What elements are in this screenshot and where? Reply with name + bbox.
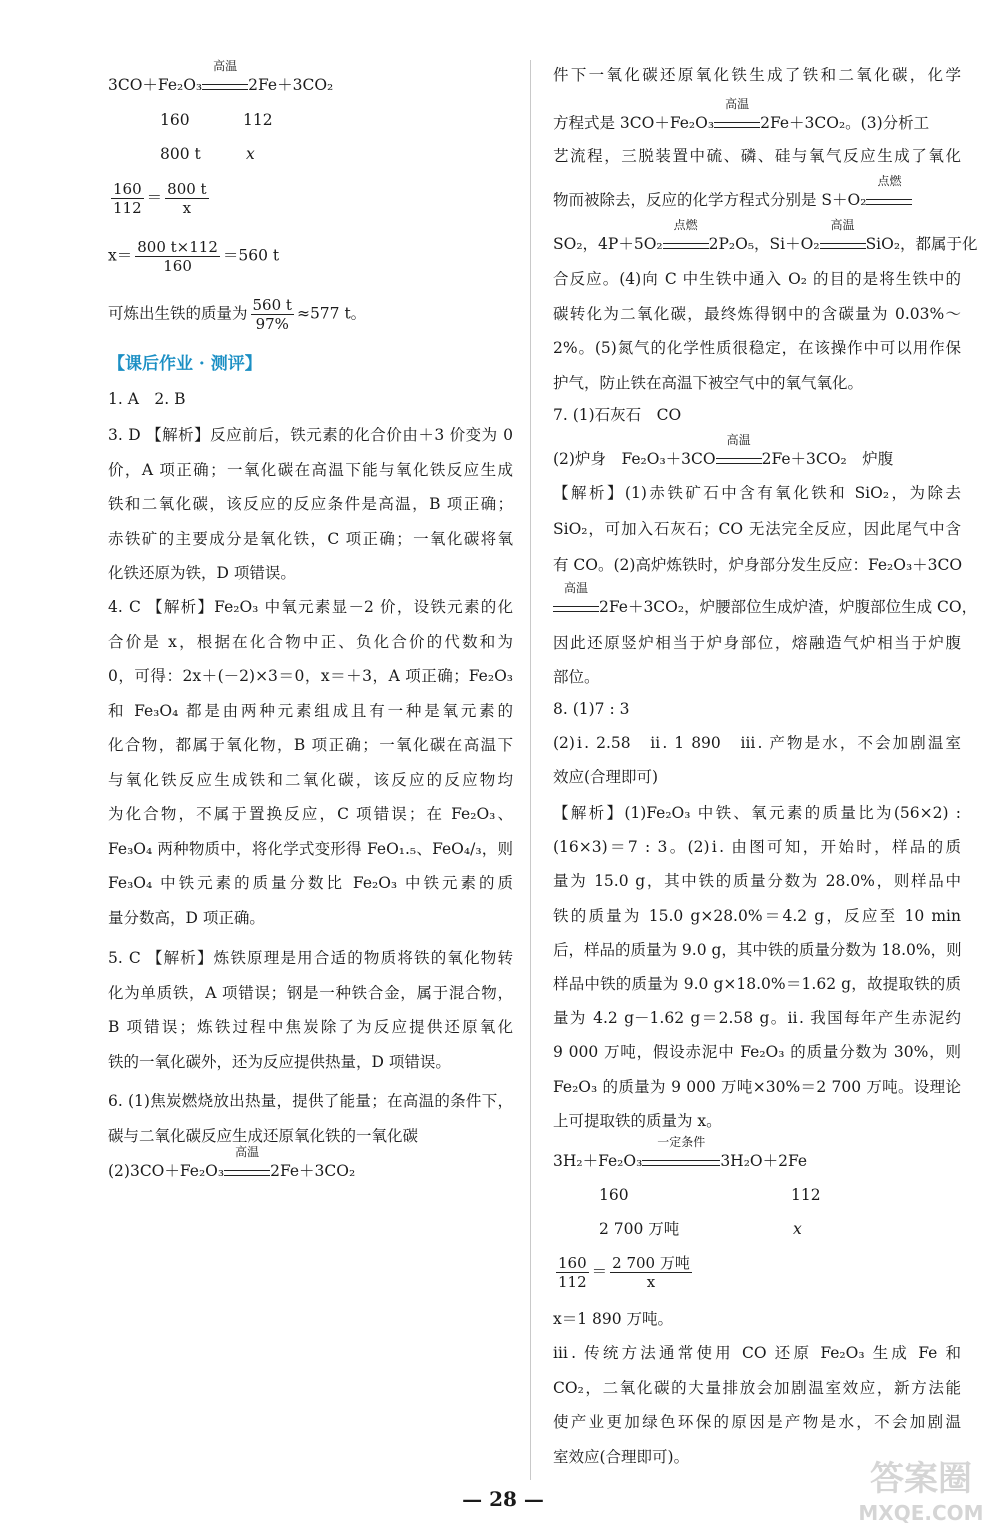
question-6-equation: (2)3CO＋Fe₂O₃ 高温 2Fe＋3CO₂ (108, 1145, 356, 1180)
column-divider (530, 60, 531, 1480)
q8ana-line: 量为 15.0 g，其中铁的质量分数为 28.0%，则样品中 (553, 872, 961, 891)
q4-line: 和 Fe₃O₄ 都是由两种元素组成且有一种是氧元素的 (108, 701, 513, 720)
value-112: 112 (243, 111, 273, 129)
r6-line: 护气，防止铁在高温下被空气中的氧气氧化。 (553, 374, 864, 393)
q8end-line: 使产业更加绿色环保的原因是产物是水，不会加剧温 (553, 1413, 961, 1431)
watermark-text: 答案圈 (870, 1459, 972, 1499)
q3-line: 赤铁矿的主要成分是氧化铁，C 项正确；一氧化碳将氧 (108, 529, 513, 548)
q7end-line: 因此还原竖炉相当于炉身部位，熔融造气炉相当于炉腹 (553, 634, 961, 652)
q4-line: 量分数高，D 项正确。 (108, 908, 265, 927)
question-8-1: 8. (1)7 : 3 (553, 700, 630, 718)
watermark-url: MXQE.COM (858, 1501, 984, 1525)
watermark-logo (846, 1448, 996, 1528)
q4-line: 为化合物，不属于置换反应，C 项错误；在 Fe₂O₃、 (108, 805, 513, 823)
q8ana-line: 上可提取铁的质量为 x。 (553, 1111, 722, 1130)
q5-line: B 项错误；炼铁过程中焦炭除了为反应提供还原氧化 (108, 1018, 513, 1036)
q7ana-line: SiO₂，可加入石灰石；CO 无法完全反应，因此尾气中含 (553, 520, 961, 538)
value-112-r: 112 (791, 1186, 821, 1204)
q8_2-line: 效应(合理即可) (553, 768, 659, 786)
q4-line: 化合物，都属于氧化物，B 项正确；一氧化碳在高温下 (108, 736, 513, 754)
q3-line: 铁和二氧化碳，该反应的反应条件是高温，B 项正确； (108, 495, 513, 514)
q5-line: 化为单质铁，A 项错误；钢是一种铁合金，属于混合物， (108, 983, 513, 1002)
question-7-equation: 高温 2Fe＋3CO₂，炉腰部位生成炉渣，炉腹部位生成 CO， (553, 596, 977, 618)
right-line-4: 物而被除去，反应的化学方程式分别是 S＋O₂ 点燃 (553, 189, 912, 211)
q8end-line: 室效应(合理即可)。 (553, 1447, 690, 1466)
q8ana-line: 后，样品的质量为 9.0 g，其中铁的质量分数为 18.0%，则 (553, 940, 962, 959)
answers-1-2: 1. A 2. B (108, 390, 186, 408)
x-calculation: x＝ $\frac{800 t\times 112}{160}$ ＝560 t (108, 238, 280, 275)
equation-3: 3H₂＋Fe₂O₃ 一定条件 3H₂O＋2Fe (553, 1135, 808, 1170)
q4-line: 合价是 x，根据在化合物中正、负化合价的代数和为 (108, 632, 513, 651)
right-line-2: 方程式是 3CO＋Fe₂O₃ 高温 2Fe＋3CO₂。(3)分析工 (553, 97, 930, 132)
q5-line: 5. C 【解析】炼铁原理是用合适的物质将铁的氧化物转 (108, 949, 513, 967)
q8ana-line: 【解析】(1)Fe₂O₃ 中铁、氧元素的质量比为(56×2) : (553, 804, 961, 822)
q8end-line: CO₂，二氧化碳的大量排放会加剧温室效应，新方法能 (553, 1378, 961, 1397)
q6-line: 碳与二氧化碳反应生成还原氧化铁的一氧化碳 (108, 1127, 419, 1145)
r6-line: 2%。(5)氮气的化学性质很稳定，在该操作中可以用作保 (553, 339, 961, 358)
ratio-2: $\frac{160}{112}$ ＝ $\frac{\text{2 700 万吨}}{x}$ (558, 1254, 690, 1291)
equation-1: 3CO＋Fe₂O₃ 高温 2Fe＋3CO₂ (108, 59, 334, 94)
right-line-5: SO₂，4P＋5O₂ 点燃 2P₂O₅，Si＋O₂ 高温 SiO₂，都属于化 (553, 218, 978, 253)
value-x: x (246, 145, 255, 163)
q4-line: 4. C 【解析】Fe₂O₃ 中氧元素显－2 价，设铁元素的化 (108, 598, 513, 616)
q5-line: 铁的一氧化碳外，还为反应提供热量，D 项错误。 (108, 1052, 451, 1071)
q8ana-line: 铁的质量为 15.0 g×28.0%＝4.2 g，反应至 10 min (553, 906, 961, 925)
q8ana-line: 量为 4.2 g－1.62 g＝2.58 g。ⅱ. 我国每年产生赤泥约 (553, 1009, 961, 1028)
q4-line: Fe₃O₄ 两种物质中，将化学式变形得 FeO₁.₅、FeO₄/₃，则 (108, 839, 513, 858)
q8ana-line: 9 000 万吨，假设赤泥中 Fe₂O₃ 的质量分数为 30%，则 (553, 1043, 961, 1062)
result-line: x＝1 890 万吨。 (553, 1310, 674, 1328)
ratio-1: $\frac{160}{112}$ ＝ $\frac{800 t}{x}$ (113, 180, 207, 217)
q4-line: 与氧化铁反应生成铁和二氧化碳，该反应的反应物均 (108, 770, 513, 789)
q7ana-line: 有 CO。(2)高炉炼铁时，炉身部分发生反应：Fe₂O₃＋3CO (553, 556, 963, 574)
value-2700: 2 700 万吨 (599, 1220, 680, 1238)
q4-line: 0，可得：2x＋(－2)×3＝0，x＝＋3，A 项正确；Fe₂O₃ (108, 667, 513, 685)
question-7-1: 7. (1)石灰石 CO (553, 406, 682, 424)
value-160: 160 (160, 111, 190, 129)
q8ana-line: 样品中铁的质量为 9.0 g×18.0%＝1.62 g，故提取铁的质 (553, 975, 961, 993)
page-number: — 28 — (462, 1487, 544, 1511)
value-800t: 800 t (160, 145, 201, 163)
q8end-line: ⅲ. 传统方法通常使用 CO 还原 Fe₂O₃ 生成 Fe 和 (553, 1344, 961, 1362)
value-x-r: x (793, 1220, 802, 1238)
q8ana-line: Fe₂O₃ 的质量为 9 000 万吨×30%＝2 700 万吨。设理论 (553, 1077, 961, 1096)
q7ana-line: 【解析】(1)赤铁矿石中含有氧化铁和 SiO₂，为除去 (553, 484, 961, 502)
right-line-3: 艺流程，三脱装置中硫、磷、硅与氧气反应生成了氧化 (553, 147, 961, 165)
section-title: 【课后作业 · 测评】 (108, 354, 262, 374)
q8ana-line: (16×3)＝7 : 3。(2)ⅰ. 由图可知，开始时，样品的质 (553, 838, 961, 857)
q3-line: 价，A 项正确；一氧化碳在高温下能与氧化铁反应生成 (108, 460, 513, 479)
question-7-2: (2)炉身 Fe₂O₃＋3CO 高温 2Fe＋3CO₂ 炉腹 (553, 433, 894, 468)
r6-line: 碳转化为二氧化碳，最终炼得钢中的含碳量为 0.03%～ (553, 304, 961, 323)
q3-line: 3. D 【解析】反应前后，铁元素的化合价由＋3 价变为 0 (108, 426, 513, 444)
yield-line: 可炼出生铁的质量为 $\frac{560 t}{97\%}$ ≈577 t。 (108, 296, 367, 333)
q3-line: 化铁还原为铁，D 项错误。 (108, 564, 296, 583)
q4-line: Fe₃O₄ 中铁元素的质量分数比 Fe₂O₃ 中铁元素的质 (108, 874, 513, 892)
right-line-1: 件下一氧化碳还原氧化铁生成了铁和二氧化碳，化学 (553, 66, 961, 84)
q7end-line: 部位。 (553, 668, 600, 686)
q6-line: 6. (1)焦炭燃烧放出热量，提供了能量；在高温的条件下， (108, 1092, 513, 1110)
value-160-r: 160 (599, 1186, 629, 1204)
r6-line: 合反应。(4)向 C 中生铁中通入 O₂ 的目的是将生铁中的 (553, 270, 961, 288)
q8_2-line: (2)ⅰ. 2.58 ⅱ. 1 890 ⅲ. 产物是水，不会加剧温室 (553, 734, 961, 752)
